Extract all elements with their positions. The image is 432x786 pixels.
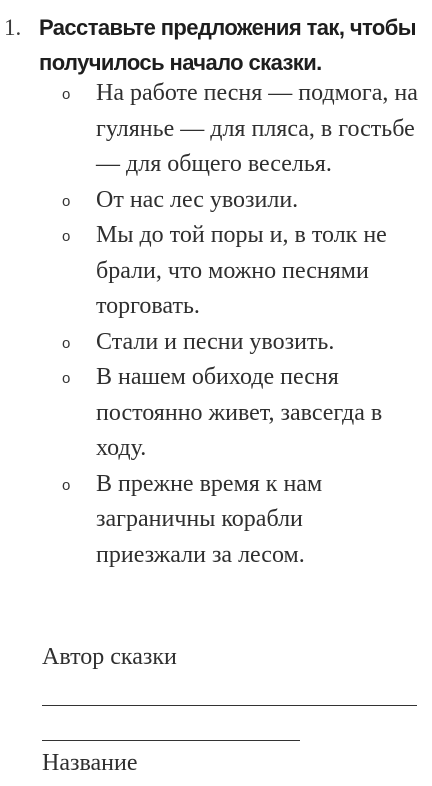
list-item <box>0 76 432 183</box>
list-item <box>0 183 432 219</box>
bullet-icon: o <box>62 476 71 494</box>
list-item <box>0 325 432 361</box>
author-label: Автор сказки <box>42 644 177 670</box>
sentence-text: Стали и песни увозить. <box>96 328 335 355</box>
bullet-icon: o <box>62 370 71 387</box>
bullet-icon: o <box>62 228 71 245</box>
task-number: 1. <box>4 15 22 40</box>
sentence-list <box>0 76 432 573</box>
task-title: Расставьте предложения так, чтобы получилось начало сказки. <box>39 15 416 75</box>
title-label: Название <box>42 750 138 776</box>
list-item <box>0 360 432 467</box>
author-answer-line <box>42 705 417 706</box>
list-item <box>0 218 432 325</box>
sentence-text: На работе песня — подмога, на гулянье — для пляса, в гостьбе — для общего веселья. <box>96 80 418 177</box>
sentence-text: В прежне время к нам заграничны корабли приезжали за лесом. <box>96 470 323 568</box>
list-item <box>0 467 432 574</box>
sentence-text: В нашем обиходе песня постоянно живет, завсегда в ходу. <box>96 364 383 461</box>
bullet-icon: o <box>62 192 71 210</box>
sentence-text: Мы до той поры и, в толк не брали, что можно песнями торговать. <box>96 222 387 319</box>
sentence-text: От нас лес увозили. <box>96 186 299 213</box>
bullet-icon: o <box>62 334 71 352</box>
author-answer-line-continued <box>42 740 300 741</box>
bullet-icon: o <box>62 86 71 103</box>
